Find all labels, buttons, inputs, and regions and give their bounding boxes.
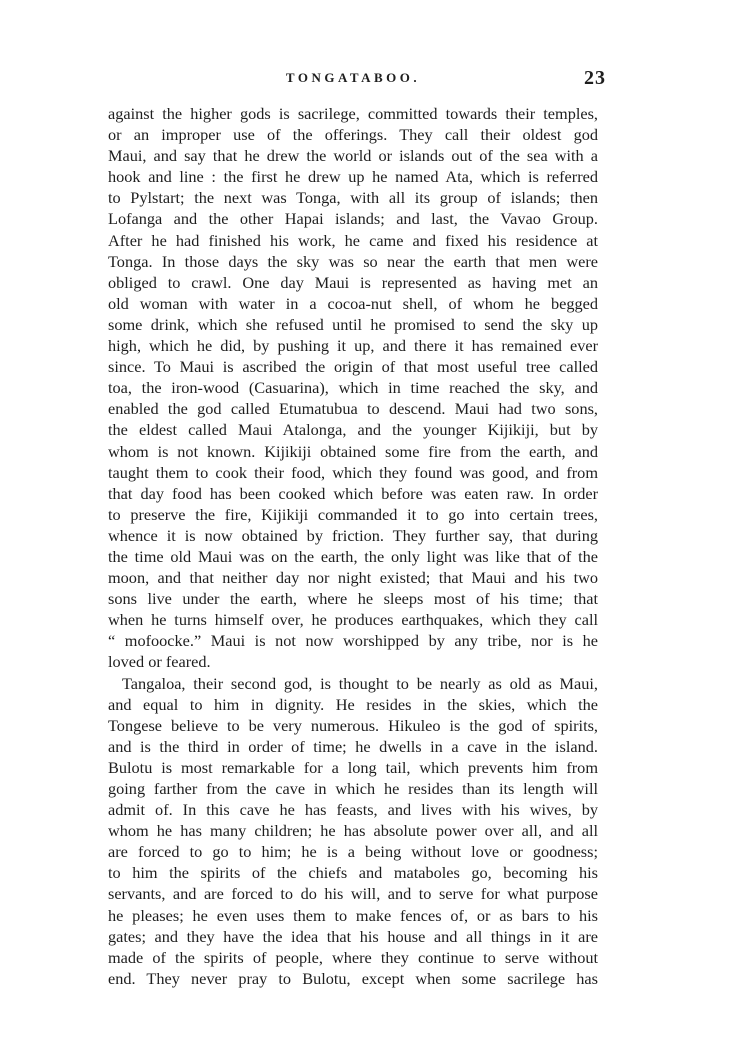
text-line: or an improper use of the offerings. They call their oldest god — [108, 125, 598, 145]
text-line: taught them to cook their food, which they found was good, and from — [108, 462, 598, 482]
text-line: Tonga. In those days the sky was so near the earth that men were — [108, 251, 598, 271]
text-line: end. They never pray to Bulotu, except when some sacrilege has — [108, 968, 598, 988]
text-line: the time old Maui was on the earth, the only light was like that of the — [108, 546, 598, 566]
text-line: and is the third in order of time; he dwells in a cave in the island. — [108, 736, 598, 756]
text-line: the eldest called Maui Atalonga, and the younger Kijikiji, but by — [108, 420, 598, 440]
text-line: enabled the god called Etumatubua to descend. Maui had two sons, — [108, 399, 598, 419]
text-line: Tangaloa, their second god, is thought to be nearly as old as Maui, — [122, 673, 598, 693]
text-line: loved or feared. — [108, 652, 211, 672]
text-line: that day food has been cooked which before was eaten raw. In order — [108, 483, 598, 503]
text-line: and equal to him in dignity. He resides in the skies, which the — [108, 694, 598, 714]
text-line: old woman with water in a cocoa-nut shell, of whom he begged — [108, 293, 598, 313]
text-line: whom is not known. Kijikiji obtained some fire from the earth, and — [108, 441, 598, 461]
running-header — [108, 67, 606, 90]
text-line: to preserve the fire, Kijikiji commanded it to go into certain trees, — [108, 504, 598, 524]
text-line: obliged to crawl. One day Maui is represented as having met an — [108, 272, 598, 292]
page-number: 23 — [584, 67, 606, 89]
text-line: high, which he did, by pushing it up, and there it has remained ever — [108, 336, 598, 356]
text-line: After he had finished his work, he came and fixed his residence at — [108, 230, 598, 250]
text-line: against the higher gods is sacrilege, committed towards their temples, — [108, 104, 598, 123]
text-line: Maui, and say that he drew the world or islands out of the sea with a — [108, 146, 598, 166]
text-line: Tongese believe to be very numerous. Hikuleo is the god of spirits, — [108, 715, 598, 735]
text-line: some drink, which she refused until he promised to send the sky up — [108, 314, 598, 334]
text-line: made of the spirits of people, where they continue to serve without — [108, 947, 598, 967]
text-line: Bulotu is most remarkable for a long tail, which prevents him from — [108, 757, 598, 777]
paragraph — [108, 673, 598, 989]
text-line: since. To Maui is ascribed the origin of that most useful tree called — [108, 357, 598, 377]
text-line: whence it is now obtained by friction. They further say, that during — [108, 525, 598, 545]
text-line: to him the spirits of the chiefs and mataboles go, becoming his — [108, 863, 598, 883]
text-line: to Pylstart; the next was Tonga, with all its group of islands; then — [108, 188, 598, 208]
text-line: gates; and they have the idea that his house and all things in it are — [108, 926, 598, 946]
text-line: whom he has many children; he has absolute power over all, and all — [108, 821, 598, 841]
paragraph — [108, 103, 598, 673]
text-line: when he turns himself over, he produces earthquakes, which they call — [108, 610, 598, 630]
text-line: admit of. In this cave he has feasts, and lives with his wives, by — [108, 800, 598, 820]
text-line: he pleases; he even uses them to make fences of, or as bars to his — [108, 905, 598, 925]
text-line: “ mofoocke.” Maui is not now worshipped by any tribe, nor is he — [108, 631, 598, 651]
body-text — [108, 103, 598, 989]
text-line: toa, the iron-wood (Casuarina), which in time reached the sky, and — [108, 378, 598, 398]
text-line: going farther from the cave in which he resides than its length will — [108, 779, 598, 798]
text-line: are forced to go to him; he is a being without love or goodness; — [108, 842, 598, 862]
text-line: Lofanga and the other Hapai islands; and last, the Vavao Group. — [108, 209, 598, 229]
text-line: hook and line : the first he drew up he named Ata, which is referred — [108, 167, 598, 187]
text-line: servants, and are forced to do his will, and to serve for what purpose — [108, 884, 598, 904]
text-line: sons live under the earth, where he sleeps most of his time; that — [108, 589, 598, 609]
text-line: moon, and that neither day nor night existed; that Maui and his two — [108, 568, 598, 588]
running-title: TONGATABOO. — [285, 70, 421, 85]
